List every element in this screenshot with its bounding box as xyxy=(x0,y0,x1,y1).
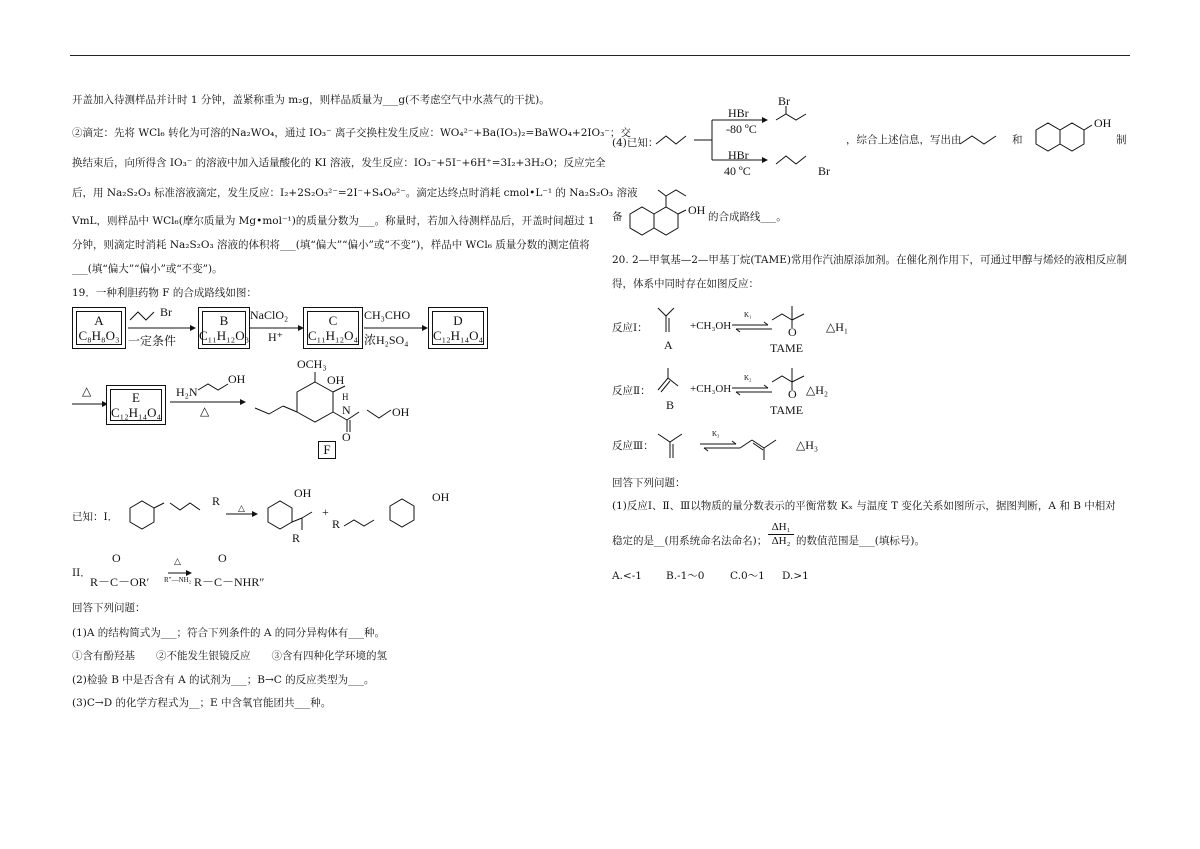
q4-and: 和 xyxy=(1012,134,1023,146)
alkene-b-structure xyxy=(656,364,686,400)
box-a-label: A xyxy=(94,313,104,328)
reaction-1-reagent: +CH₃OH xyxy=(690,320,732,332)
reaction-3-label: 反应Ⅲ： xyxy=(612,440,654,452)
arrow-2-condition: H⁺ xyxy=(268,330,283,344)
arrow-3-reagent: CH₃CHO xyxy=(364,308,411,322)
box-d-label: D xyxy=(453,313,463,328)
reaction-2-reagent: +CH₃OH xyxy=(690,383,732,395)
left-line-6: 分钟，则滴定时消耗 Na₂S₂O₃ 溶液的体积将___(填“偏大”“偏小”或“不变”)，样品中 WCl₆ 质量分数的测定值将 xyxy=(72,239,590,251)
reaction-2-k: K₂ xyxy=(744,374,752,382)
box-c-formula: C₁₁H₁₂O₄ xyxy=(307,328,359,343)
header-rule xyxy=(70,55,1130,56)
f-n: N xyxy=(342,403,351,417)
cond-top: -80 ºC xyxy=(726,122,757,136)
left-line-1: 开盖加入待测样品并计时 1 分钟，盖紧称重为 m₂g，则样品质量为___g(不考虑空气中水蒸气的干扰)。 xyxy=(72,94,550,106)
box-d-formula: C₁₂H₁₄O₄ xyxy=(432,328,484,343)
reaction-3-dh: △H₃ xyxy=(796,438,819,452)
fraction-denominator: ΔH₂ xyxy=(768,534,794,548)
q20-part-1-line-2: 稳定的是__(用系统命名法命名)； xyxy=(612,535,768,547)
known-oh: OH xyxy=(294,486,312,500)
known-delta: △ xyxy=(238,503,245,513)
box-e-label: E xyxy=(132,390,140,405)
butadiene-structure xyxy=(960,128,1010,148)
k2-lhs: R－C－OR′ xyxy=(90,575,150,589)
f-o: O xyxy=(342,430,351,444)
known-r2: R xyxy=(292,531,301,545)
box-c-label: C xyxy=(328,313,338,328)
q4-end: 的合成路线___。 xyxy=(708,211,787,223)
left-line-2: ②滴定：先将 WCl₆ 转化为可溶的Na₂WO₄，通过 IO₃⁻ 离子交换柱发生反应：WO₄²⁻+Ba(IO₃)₂=BaWO₄+2IO₃⁻；交 xyxy=(72,127,631,139)
known-label: 已知：I． xyxy=(72,511,119,523)
f-och3: OCH₃ xyxy=(297,357,327,371)
k2-rhs: R－C－NHR″ xyxy=(194,575,265,589)
box-b-label: B xyxy=(219,313,229,328)
alkene-b3-structure xyxy=(738,428,782,464)
k2-reagent: R″—NH₂ xyxy=(164,576,192,584)
arrow-2-reagent: NaClO₂ xyxy=(250,308,289,322)
left-line-5: VmL，则样品中 WCl₆(摩尔质量为 Mg•mol⁻¹)的质量分数为___。称量时，若加入待测样品后，开盖时间超过 1 xyxy=(72,215,595,227)
product-oh: OH xyxy=(688,203,706,217)
arrow-delta xyxy=(72,398,108,410)
question-19-title: 19．一种利胆药物 F 的合成路线如图： xyxy=(72,287,257,299)
tame-2-o: O xyxy=(788,387,797,401)
f-h: H xyxy=(342,392,349,402)
fraction-numerator: ΔH₁ xyxy=(771,521,791,533)
compound-box-b xyxy=(198,307,250,349)
k2-o: O xyxy=(112,551,121,565)
known-r: R xyxy=(212,494,221,508)
f-oh: OH xyxy=(327,373,345,387)
left-line-4: 后，用 Na₂S₂O₃ 标准溶液滴定，发生反应：I₂+2S₂O₃²⁻=2I⁻+S₄O₆²⁻。滴定达终点时消耗 cmol•L⁻¹ 的 Na₂S₂O₃ 溶液 xyxy=(72,187,638,199)
arrow-1-condition: 一定条件 xyxy=(128,334,177,348)
br-bottom: Br xyxy=(818,164,830,178)
cond-bottom: 40 ºC xyxy=(724,164,751,178)
dh-ratio-fraction xyxy=(768,521,794,548)
f-oh2: OH xyxy=(392,405,410,419)
arrow-1-reagent: Br xyxy=(160,305,172,319)
br-top: Br xyxy=(778,94,790,108)
naphthol-oh: OH xyxy=(1094,116,1112,130)
arrow-4-oh: OH xyxy=(228,372,246,386)
known-r3: R xyxy=(332,517,341,531)
reaction-1-label: 反应Ⅰ： xyxy=(612,322,648,334)
reaction-2-label: 反应Ⅱ： xyxy=(612,385,651,397)
q20-line-1: 20. 2—甲氧基—2—甲基丁烷(TAME)常用作汽油原添加剂。在催化剂作用下，可通过甲醇与烯烃的液相反应制 xyxy=(612,254,1128,266)
compound-box-c xyxy=(303,307,363,349)
q19-conditions: ①含有酚羟基 ②不能发生银镜反应 ③含有四种化学环境的氢 xyxy=(72,650,387,662)
known2-label: II． xyxy=(72,567,91,579)
hbr-top: HBr xyxy=(728,106,749,120)
f-label-box xyxy=(318,441,336,459)
q19-part-3: (3)C→D 的化学方程式为__；E 中含氧官能团共___种。 xyxy=(72,697,332,709)
compound-box-d xyxy=(428,307,488,349)
compound-box-a xyxy=(72,307,126,349)
known-oh2: OH xyxy=(432,490,450,504)
known-plus: + xyxy=(322,505,329,519)
answer-intro-right: 回答下列问题： xyxy=(612,477,686,489)
arrow-4-condition: △ xyxy=(200,404,210,418)
box-e-formula: C₁₂H₁₄O₄ xyxy=(110,405,162,420)
arrow-delta-label: △ xyxy=(82,384,92,398)
reaction-1-k: K₁ xyxy=(744,311,752,319)
q20-part-1-line-1: (1)反应Ⅰ、Ⅱ、Ⅲ以物质的量分数表示的平衡常数 Kₓ 与温度 T 变化关系如图所示，据图判断，A 和 B 中相对 xyxy=(612,500,1116,512)
alkene-a-label: A xyxy=(664,338,673,352)
arrow-4-amine: H₂N xyxy=(176,385,198,399)
alkene-b-label: B xyxy=(666,398,675,412)
hbr-bottom: HBr xyxy=(728,148,749,162)
left-line-7: ___(填“偏大”“偏小”或“不变”)。 xyxy=(72,263,223,275)
reaction-2-equilibrium xyxy=(732,385,772,395)
tame-1-label: TAME xyxy=(770,341,804,355)
tame-2-label: TAME xyxy=(770,403,804,417)
compound-box-e xyxy=(106,385,166,425)
k2-delta: △ xyxy=(174,556,181,566)
option-b: B.-1～0 xyxy=(666,570,705,582)
q19-part-2: (2)检验 B 中是否含有 A 的试剂为___；B→C 的反应类型为___。 xyxy=(72,674,375,686)
alkene-a-structure xyxy=(656,302,686,338)
k2-o2: O xyxy=(218,551,227,565)
box-b-formula: C₁₁H₁₂O₃ xyxy=(199,328,250,343)
reaction-1-equilibrium xyxy=(732,322,772,332)
q4-bei: 备 xyxy=(612,211,623,223)
option-d: D.>1 xyxy=(782,570,809,582)
answer-intro-left: 回答下列问题： xyxy=(72,602,146,614)
option-a: A.<-1 xyxy=(612,570,642,582)
left-line-3: 换结束后，向所得含 IO₃⁻ 的溶液中加入适量酸化的 KI 溶液，发生反应：IO₃⁻+5I⁻+6H⁺=3I₂+3H₂O；反应完全 xyxy=(72,157,606,169)
reaction-2-dh: △H₂ xyxy=(806,383,829,397)
q20-part-1-line-2b: 的数值范围是___(填标号)。 xyxy=(796,535,925,547)
q4-label: (4)已知： xyxy=(612,137,659,149)
tame-1-o: O xyxy=(788,325,797,339)
q4-text: ，综合上述信息，写出由 xyxy=(846,134,962,146)
q20-line-2: 得，体系中同时存在如图反应： xyxy=(612,278,759,290)
reaction-1-dh: △H₁ xyxy=(826,320,849,334)
option-c: C.0～1 xyxy=(730,570,765,582)
reaction-3-equilibrium xyxy=(700,441,740,451)
arrow-3-condition: 浓H₂SO₄ xyxy=(364,333,409,347)
q19-part-1: (1)A 的结构简式为___；符合下列条件的 A 的同分异构体有___种。 xyxy=(72,627,386,639)
alkene-a3-structure xyxy=(656,426,696,462)
f-label: F xyxy=(323,442,331,457)
reaction-3-k: K₃ xyxy=(712,430,720,438)
box-a-formula: C₈H₈O₃ xyxy=(78,328,120,343)
q4-zhi: 制 xyxy=(1116,134,1127,146)
